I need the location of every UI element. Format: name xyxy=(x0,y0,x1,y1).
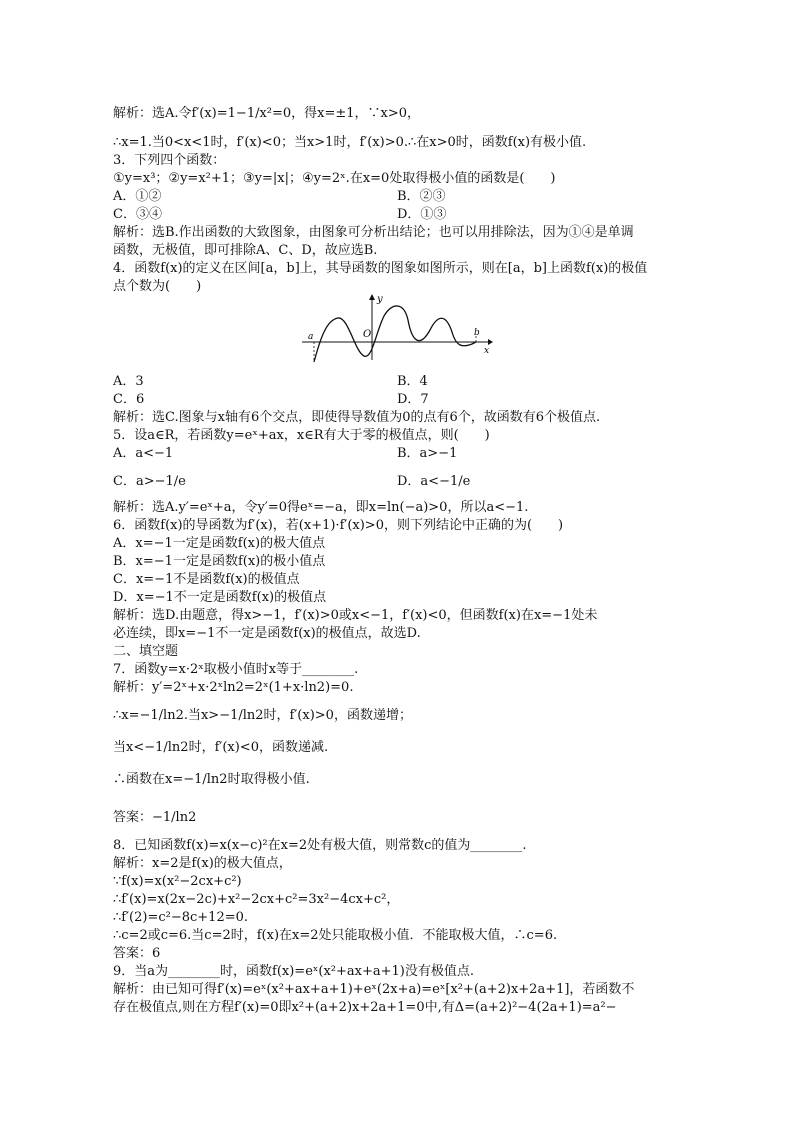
option-d: D．①③ xyxy=(397,207,447,222)
option-a: A．3 xyxy=(113,374,144,389)
option-c: C．6 xyxy=(113,392,145,407)
option-a: A．①② xyxy=(113,189,162,204)
text-line: C．x=−1不是函数f(x)的极值点 xyxy=(113,572,300,587)
text-line: 5．设a∈R，若函数y=eˣ+ax，x∈R有大于零的极值点，则( ) xyxy=(113,428,490,443)
text-line: ∵f(x)=x(x²−2cx+c²) xyxy=(113,874,242,889)
text-line: 解析：选A.y′=eˣ+a，令y′=0得eˣ=−a，即x=ln(−a)>0，所以a<−1. xyxy=(113,500,529,515)
option-c: C．③④ xyxy=(113,207,162,222)
y-axis-label: y xyxy=(377,294,383,305)
option-c: C．a>−1/e xyxy=(113,474,186,489)
text-line: ∴f′(x)=x(2x−2c)+x²−2cx+c²=3x²−4cx+c²， xyxy=(113,892,400,907)
option-d: D．7 xyxy=(397,392,429,407)
text-line: ①y=x³；②y=x²+1；③y=|x|；④y=2ˣ.在x=0处取得极小值的函数是( ) xyxy=(113,171,556,186)
text-line: 解析：选A.令f′(x)=1−1/x²=0，得x=±1，∵x>0， xyxy=(113,106,421,121)
text-line: 解析：x=2是f(x)的极大值点， xyxy=(113,856,292,871)
derivative-graph xyxy=(300,292,495,364)
b-label: b xyxy=(474,328,480,338)
text-line: 解析：由已知可得f′(x)=eˣ(x²+ax+a+1)+eˣ(2x+a)=eˣ[x²+(a+2)x+2a+1]，若函数不 xyxy=(113,982,635,997)
text-line: 点个数为( ) xyxy=(113,279,202,294)
text-line: 3．下列四个函数： xyxy=(113,153,226,168)
option-b: B．4 xyxy=(397,374,428,389)
text-line: 4．函数f(x)的定义在区间[a，b]上，其导函数的图象如图所示，则在[a，b]上函数f(x)的极值 xyxy=(113,261,648,276)
text-line: 8．已知函数f(x)=x(x−c)²在x=2处有极大值，则常数c的值为________. xyxy=(113,838,527,853)
text-line: A．x=−1一定是函数f(x)的极大值点 xyxy=(113,536,326,551)
text-line: 解析：选C.图象与x轴有6个交点，即使得导数值为0的点有6个，故函数有6个极值点. xyxy=(113,410,601,425)
a-label: a xyxy=(308,332,314,342)
option-a: A．a<−1 xyxy=(113,446,174,461)
text-line: 存在极值点,则在方程f′(x)=0即x²+(a+2)x+2a+1=0中,有Δ=(a+2)²−4(2a+1)=a²− xyxy=(113,1000,617,1015)
option-b: B．②③ xyxy=(397,189,446,204)
x-axis-label: x xyxy=(484,346,490,356)
text-line: 函数，无极值，即可排除A、C、D，故应选B. xyxy=(113,243,378,258)
text-line: 解析：选D.由题意，得x>−1，f′(x)>0或x<−1，f′(x)<0，但函数f(x)在x=−1处未 xyxy=(113,608,598,623)
option-d: D．a<−1/e xyxy=(397,474,471,489)
text-line: 解析：选B.作出函数的大致图象，由图象可分析出结论；也可以用排除法，因为①④是单调 xyxy=(113,225,634,240)
answer: 答案：6 xyxy=(113,946,161,961)
origin-label: O xyxy=(363,329,372,340)
text-line: 6．函数f(x)的导函数为f′(x)，若(x+1)·f′(x)>0，则下列结论中正确的为( ) xyxy=(113,518,564,533)
section-heading: 二、填空题 xyxy=(113,644,179,659)
text-line: 9．当a为________时，函数f(x)=eˣ(x²+ax+a+1)没有极值点. xyxy=(113,964,475,979)
answer: 答案：−1/ln2 xyxy=(113,810,197,825)
text-line: B．x=−1一定是函数f(x)的极小值点 xyxy=(113,554,326,569)
text-line: 必连续，即x=−1不一定是函数f(x)的极值点，故选D. xyxy=(113,626,421,641)
text-line: ∴函数在x=−1/ln2时取得极小值. xyxy=(113,772,310,787)
text-line: 当x<−1/ln2时，f′(x)<0，函数递减. xyxy=(113,740,329,755)
option-b: B．a>−1 xyxy=(397,446,458,461)
text-line: D．x=−1不一定是函数f(x)的极值点 xyxy=(113,590,327,605)
text-line: 解析：y′=2ˣ+x·2ˣln2=2ˣ(1+x·ln2)=0. xyxy=(113,680,354,695)
text-line: ∴x=1.当0<x<1时，f′(x)<0；当x>1时，f′(x)>0.∴在x>0时，函数f(x)有极小值. xyxy=(113,135,587,150)
text-line: 7．函数y=x·2ˣ取极小值时x等于________. xyxy=(113,662,359,677)
text-line: ∴f′(2)=c²−8c+12=0. xyxy=(113,910,249,925)
text-line: ∴x=−1/ln2.当x>−1/ln2时，f′(x)>0，函数递增； xyxy=(113,708,412,723)
text-line: ∴c=2或c=6.当c=2时，f(x)在x=2处只能取极小值．不能取极大值，∴c=6. xyxy=(113,928,558,943)
